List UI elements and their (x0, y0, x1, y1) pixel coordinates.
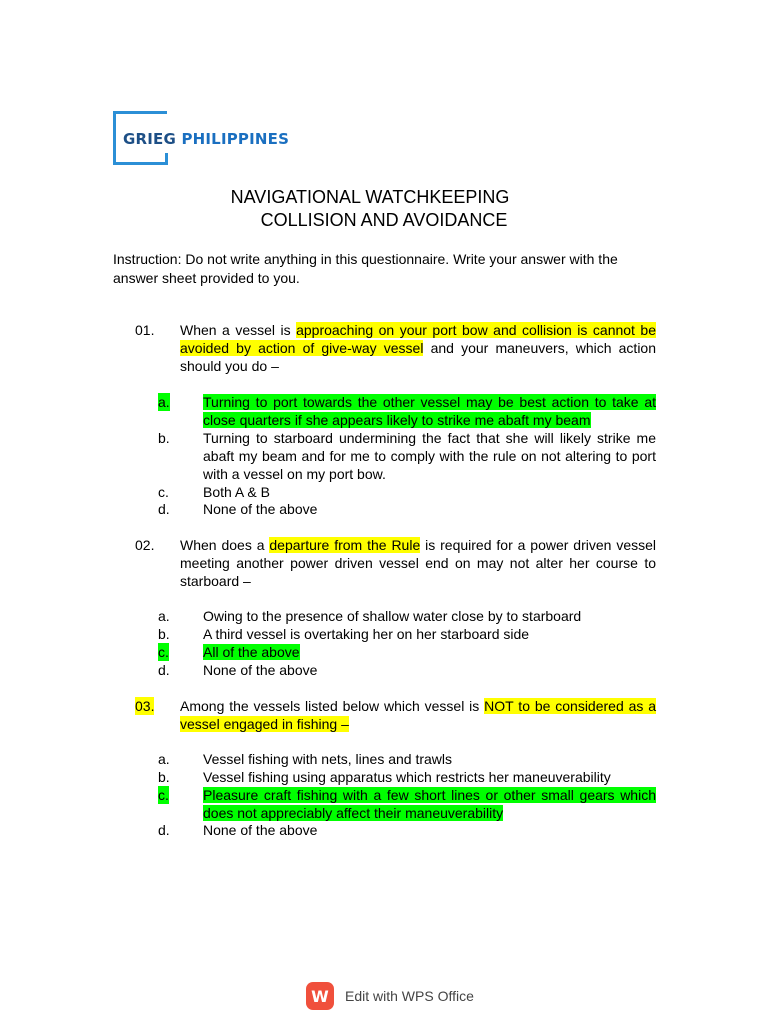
option-text: A third vessel is overtaking her on her starboard side (203, 626, 530, 642)
option-text: Vessel fishing using apparatus which restricts her maneuverability (203, 769, 611, 785)
logo-word-philippines: PHILIPPINES (181, 130, 290, 148)
question-text: When does a departure from the Rule is required for a power driven vessel meeting another power driven vessel end on may not alter her course to starboard – (180, 537, 657, 589)
logo-word-grieg: GRIEG (123, 130, 177, 148)
wps-edit-link[interactable] (306, 981, 474, 1011)
highlight-yellow: NOT to be considered as a vessel engaged in fishing – (180, 698, 657, 732)
company-logo (113, 111, 290, 169)
option-text: None of the above (203, 822, 318, 838)
option-letter: a. (158, 394, 170, 410)
option-letter: d. (158, 662, 170, 678)
option-letter: c. (158, 644, 169, 660)
option-letter: a. (158, 751, 170, 767)
option-text: Owing to the presence of shallow water close by to starboard (203, 608, 582, 624)
option-text: All of the above (203, 644, 300, 660)
document-title-line1: NAVIGATIONAL WATCHKEEPING (230, 187, 510, 207)
question-text: Among the vessels listed below which vessel is NOT to be considered as a vessel engaged in fishing – (180, 698, 657, 732)
question-number: 03. (135, 698, 155, 714)
option-letter: b. (158, 626, 170, 642)
option-letter: c. (158, 787, 169, 803)
option-text: Pleasure craft fishing with a few short lines or other small gears which does not appreciably affect their maneuverability (203, 787, 656, 821)
document-title-line2: COLLISION AND AVOIDANCE (260, 210, 508, 230)
instruction-text: Instruction: Do not write anything in this questionnaire. Write your answer with the answer sheet provided to you. (113, 251, 618, 286)
highlight-yellow: approaching on your port bow and collision is cannot be avoided by action of give-way vessel (180, 322, 656, 356)
option-letter: b. (158, 769, 170, 785)
option-letter: c. (158, 484, 169, 500)
highlight-yellow: departure from the Rule (269, 537, 421, 553)
option-text: None of the above (203, 662, 318, 678)
wps-office-icon: W (306, 982, 334, 1010)
question-number: 02. (135, 537, 155, 553)
wps-edit-label: Edit with WPS Office (345, 988, 474, 1004)
option-text: Turning to starboard undermining the fact that she will likely strike me abaft my beam and for me to comply with the rule on not altering to port with a vessel on my port bow. (203, 430, 656, 482)
question-number: 01. (135, 322, 155, 338)
option-letter: d. (158, 501, 170, 517)
option-letter: b. (158, 430, 170, 446)
logo-text (123, 130, 289, 148)
question-text: When a vessel is approaching on your port bow and collision is cannot be avoided by action of give-way vessel and your maneuvers, which action should you do – (180, 322, 657, 374)
option-letter: d. (158, 822, 170, 838)
option-text: None of the above (203, 501, 318, 517)
option-letter: a. (158, 608, 170, 624)
option-text: Both A & B (203, 484, 270, 500)
option-text: Vessel fishing with nets, lines and trawls (203, 751, 453, 767)
option-text: Turning to port towards the other vessel may be best action to take at close quarters if she appears likely to strike me abaft my beam (203, 394, 656, 428)
